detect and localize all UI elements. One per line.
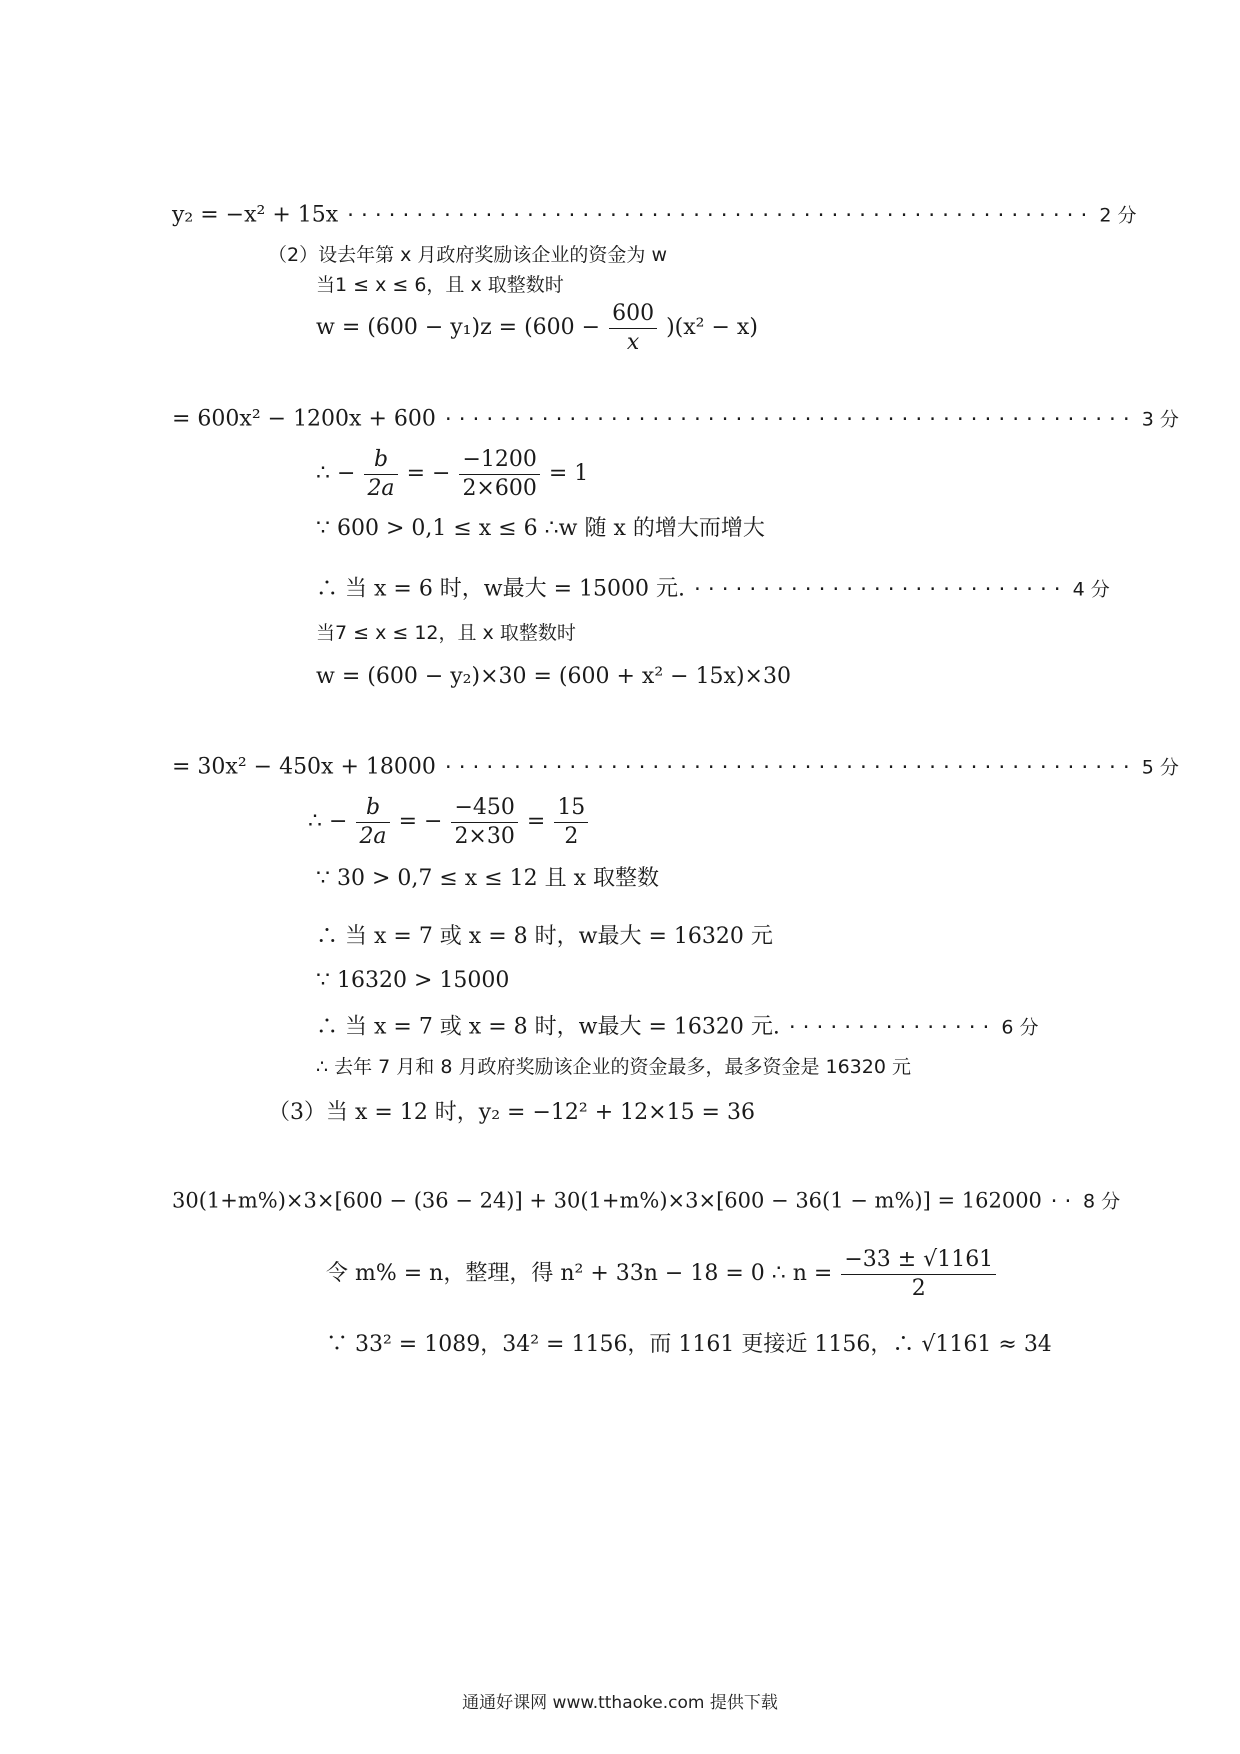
formula-left: 令 m% = n，整理，得 n² + 33n − 18 = 0 ∴ n = xyxy=(326,1261,833,1286)
max-w-line-2: ∴ 当 x = 7 或 x = 8 时，w最大 = 16320 元 xyxy=(316,924,773,949)
vertex-line xyxy=(316,446,588,502)
equals-minus: = − xyxy=(406,461,451,486)
denominator: x xyxy=(626,329,640,355)
w-expanded-line xyxy=(172,404,1179,433)
max-w-line-1 xyxy=(316,574,1110,603)
fraction-result xyxy=(554,794,588,850)
leader-dots: .................................................. xyxy=(442,752,1135,773)
max-w-line-3 xyxy=(316,1012,1039,1041)
formula-right: )(x² − x) xyxy=(666,315,758,340)
score-mark: 3 分 xyxy=(1141,408,1179,431)
score-mark: 6 分 xyxy=(1001,1016,1039,1039)
leader-dots: ............... xyxy=(786,1012,995,1033)
condition-line-2: 当7 ≤ x ≤ 12，且 x 取整数时 xyxy=(316,622,576,644)
leader-dots: ...................................................... xyxy=(345,200,1093,221)
leader-dots: .................................................. xyxy=(442,404,1135,425)
numerator: −1200 xyxy=(459,446,539,475)
equals: = xyxy=(526,809,546,834)
denominator: 2a xyxy=(367,475,395,501)
approximation-line: ∵ 33² = 1089，34² = 1156，而 1161 更接近 1156，∴ √1161 ≈ 34 xyxy=(326,1332,1052,1357)
numerator: 15 xyxy=(554,794,588,823)
formula: y₂ = −x² + 15x xyxy=(172,202,339,228)
formula: ∴ 当 x = 7 或 x = 8 时，w最大 = 16320 元. xyxy=(316,1014,780,1040)
denominator: 2 xyxy=(564,823,579,849)
formula: ∴ 当 x = 6 时，w最大 = 15000 元. xyxy=(316,576,686,602)
condition-line-3: ∵ 30 > 0,7 ≤ x ≤ 12 且 x 取整数 xyxy=(316,866,660,891)
conclusion-line: ∴ 去年 7 月和 8 月政府奖励该企业的资金最多，最多资金是 16320 元 xyxy=(316,1056,911,1078)
denominator: 2a xyxy=(359,823,387,849)
score-mark: 5 分 xyxy=(1141,756,1179,779)
score-mark: 8 分 xyxy=(1082,1190,1121,1213)
numerator: b xyxy=(364,446,397,475)
formula-left: w = (600 − y₁)z = (600 − xyxy=(316,315,601,340)
monotonic-line: ∵ 600 > 0,1 ≤ x ≤ 6 ∴w 随 x 的增大而增大 xyxy=(316,516,765,541)
w-expanded-line-2 xyxy=(172,752,1179,781)
denominator: 2×30 xyxy=(454,823,515,849)
leader-dots: .. xyxy=(1048,1186,1077,1207)
numerator: −450 xyxy=(451,794,517,823)
equation-line xyxy=(172,1186,1120,1214)
compare-line: ∵ 16320 > 15000 xyxy=(316,968,510,993)
part-2-heading: （2）设去年第 x 月政府奖励该企业的资金为 w xyxy=(268,244,667,266)
fraction xyxy=(609,300,657,356)
denominator: 2 xyxy=(911,1275,926,1301)
fraction-b-2a xyxy=(364,446,397,502)
quadratic-root-fraction xyxy=(841,1246,996,1302)
score-mark: 4 分 xyxy=(1072,578,1110,601)
w-formula-line xyxy=(316,300,758,356)
fraction-b-2a xyxy=(356,794,389,850)
numerator: −33 ± √1161 xyxy=(841,1246,996,1275)
equals-minus: = − xyxy=(398,809,443,834)
score-mark: 2 分 xyxy=(1099,204,1137,227)
result: = 1 xyxy=(548,461,589,486)
formula: = 600x² − 1200x + 600 xyxy=(172,406,436,432)
denominator: 2×600 xyxy=(462,475,537,501)
fraction-value xyxy=(459,446,539,502)
numerator: 600 xyxy=(609,300,657,329)
numerator: b xyxy=(356,794,389,823)
substitution-line xyxy=(326,1246,998,1302)
w-formula-line-2: w = (600 − y₂)×30 = (600 + x² − 15x)×30 xyxy=(316,664,791,689)
leader-dots: ........................... xyxy=(692,574,1066,595)
therefore-minus: ∴ − xyxy=(316,461,356,486)
answer-line-y2 xyxy=(172,200,1137,229)
vertex-line-2 xyxy=(308,794,590,850)
fraction-value xyxy=(451,794,517,850)
part-3-line: （3）当 x = 12 时，y₂ = −12² + 12×15 = 36 xyxy=(268,1100,755,1125)
footer-watermark: 通通好课网 www.tthaoke.com 提供下载 xyxy=(462,1693,778,1713)
formula: 30(1+m%)×3×[600 − (36 − 24)] + 30(1+m%)×3×[600 − 36(1 − m%)] = 162000 xyxy=(172,1188,1042,1213)
formula: = 30x² − 450x + 18000 xyxy=(172,754,436,780)
condition-line: 当1 ≤ x ≤ 6，且 x 取整数时 xyxy=(316,274,564,296)
therefore-minus: ∴ − xyxy=(308,809,348,834)
